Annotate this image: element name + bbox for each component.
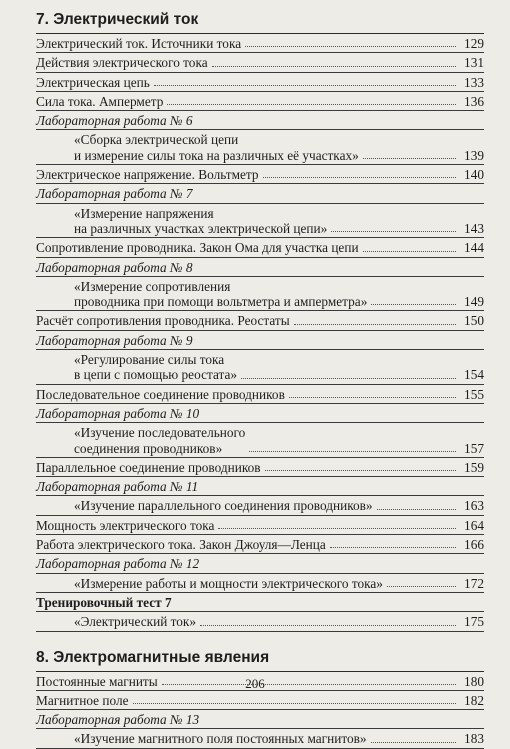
entry-text [36,132,359,163]
page-ref: 159 [464,459,484,475]
entry-line: Лабораторная работа № 11 [36,479,199,495]
dot-leader [371,742,456,743]
page-ref: 166 [464,537,484,553]
page-ref: 154 [464,367,484,383]
toc-entry [36,238,484,257]
entry-line: Электрический ток. Источники тока [36,36,242,51]
toc-entry [36,385,484,404]
entry-line: Электрическая цепь [36,74,150,90]
entry-text [36,518,214,533]
entry-text [36,352,237,383]
section-title: 7. Электрический ток [36,10,484,34]
entry-text [36,206,327,237]
toc-entry [36,423,484,458]
section-7 [36,10,484,632]
toc-entry [36,729,484,748]
lab-work-heading [36,477,484,496]
entry-line: Сила тока. Амперметр [36,93,164,109]
dot-leader [263,177,456,178]
dot-leader [200,625,456,626]
toc-entry [36,691,484,710]
entry-text [36,186,192,201]
entry-line: Сопротивление проводника. Закон Ома для участка цепи [36,240,359,256]
lab-work-heading [36,404,484,423]
entry-line: проводника при помощи вольтметра и амперметра» [74,294,368,310]
entry-line: Магнитное поле [36,692,129,708]
page-ref: 157 [464,440,484,456]
entry-line: «Электрический ток» [74,614,197,630]
entry-text [36,614,196,629]
lab-work-heading [36,184,484,203]
page-ref: 150 [464,313,484,329]
entry-line: Лабораторная работа № 8 [36,259,193,275]
dot-leader [371,304,456,305]
entry-text [36,313,290,328]
entry-text [36,55,208,70]
page-ref: 175 [464,614,484,630]
entry-line: Расчёт сопротивления проводника. Реостаты [36,313,290,329]
entry-text [36,387,285,402]
entry-line: Тренировочный тест 7 [36,594,172,610]
entry-line: на различных участках электрической цепи» [74,220,328,236]
dot-leader [363,251,456,252]
dot-leader [249,451,456,452]
dot-leader [330,547,456,548]
dot-leader [218,528,456,529]
entry-line: Электрическое напряжение. Вольтметр [36,167,259,183]
toc-entry [36,311,484,330]
entry-text [36,94,163,109]
entry-line: Мощность электрического тока [36,517,215,533]
toc-entry [36,204,484,239]
page-ref: 140 [464,167,484,183]
dot-leader [245,46,456,47]
section-entries [36,34,484,632]
dot-leader [387,586,456,587]
entry-line: Лабораторная работа № 12 [36,556,200,572]
page-number: 206 [245,676,265,691]
page-ref: 163 [464,498,484,514]
dot-leader [241,378,456,379]
lab-work-heading [36,258,484,277]
page-ref: 129 [464,36,484,51]
entry-text [36,167,259,182]
entry-line: «Регулирование силы тока [74,352,225,368]
entry-text [36,479,198,494]
entry-line: «Изучение магнитного поля постоянных магнитов» [74,731,367,747]
dot-leader [331,231,456,232]
toc-entry [36,496,484,515]
table-of-contents [36,10,484,749]
dot-leader [133,703,456,704]
lab-work-heading [36,331,484,350]
entry-line: «Изучение параллельного соединения проводников» [74,498,373,514]
lab-work-heading [36,554,484,573]
entry-line: Работа электрического тока. Закон Джоуля—Ленца [36,537,326,553]
entry-text [36,333,192,348]
entry-line: соединения проводников» [74,440,223,456]
page-ref: 180 [464,673,484,689]
toc-entry [36,165,484,184]
entry-text [36,36,241,51]
entry-line: «Измерение работы и мощности электрического тока» [74,575,383,591]
page-ref: 143 [464,220,484,236]
section-title: 8. Электромагнитные явления [36,648,484,672]
entry-line: в цепи с помощью реостата» [74,367,238,383]
toc-entry [36,350,484,385]
page-ref: 139 [464,147,484,163]
toc-entry [36,458,484,477]
entry-text [36,556,199,571]
entry-text [36,279,367,310]
page-ref: 149 [464,294,484,310]
dot-leader [212,66,456,67]
toc-entry [36,53,484,72]
dot-leader [363,158,456,159]
dot-leader [265,470,456,471]
entry-text [36,460,261,475]
entry-line: Действия электрического тока [36,55,208,71]
entry-text [36,240,359,255]
entry-line: «Измерение сопротивления [74,278,231,294]
entry-text [36,75,150,90]
entry-line: «Сборка электрической цепи [74,132,239,148]
entry-text [36,537,326,552]
toc-entry [36,516,484,535]
entry-text [36,693,129,708]
toc-entry [36,612,484,631]
entry-line: Лабораторная работа № 9 [36,332,193,348]
lab-work-heading [36,710,484,729]
toc-entry [36,574,484,593]
toc-entry [36,535,484,554]
page-ref: 131 [464,55,484,71]
page-ref: 172 [464,575,484,591]
toc-entry [36,277,484,312]
toc-entry [36,130,484,165]
page-ref: 183 [464,731,484,747]
page-ref: 182 [464,692,484,708]
dot-leader [289,397,456,398]
entry-text [36,595,172,610]
entry-line: «Измерение напряжения [74,205,214,221]
entry-line: Параллельное соединение проводников [36,459,261,475]
entry-line: Последовательное соединение проводников [36,386,285,402]
entry-text [36,406,199,421]
entry-line: Лабораторная работа № 10 [36,405,200,421]
entry-line: «Изучение последовательного [74,425,246,441]
test-heading [36,593,484,612]
page-ref: 155 [464,386,484,402]
page-ref: 136 [464,93,484,109]
entry-line: Лабораторная работа № 7 [36,186,193,202]
page-ref: 133 [464,74,484,90]
dot-leader [154,85,456,86]
entry-text [36,425,245,456]
dot-leader [167,104,456,105]
entry-text [36,260,192,275]
entry-line: и измерение силы тока на различных её участках» [74,147,359,163]
section-8 [36,648,484,749]
entry-text [36,731,367,746]
toc-entry [36,34,484,53]
lab-work-heading [36,111,484,130]
entry-text [36,712,199,727]
entry-text [36,113,192,128]
entry-line: Постоянные магниты [36,673,158,689]
toc-entry [36,92,484,111]
entry-text [36,498,373,513]
dot-leader [294,324,456,325]
entry-line: Лабораторная работа № 13 [36,712,200,728]
dot-leader [377,509,456,510]
toc-entry [36,73,484,92]
entry-text [36,576,383,591]
page-ref: 164 [464,517,484,533]
entry-line: Лабораторная работа № 6 [36,113,193,129]
page-ref: 144 [464,240,484,256]
